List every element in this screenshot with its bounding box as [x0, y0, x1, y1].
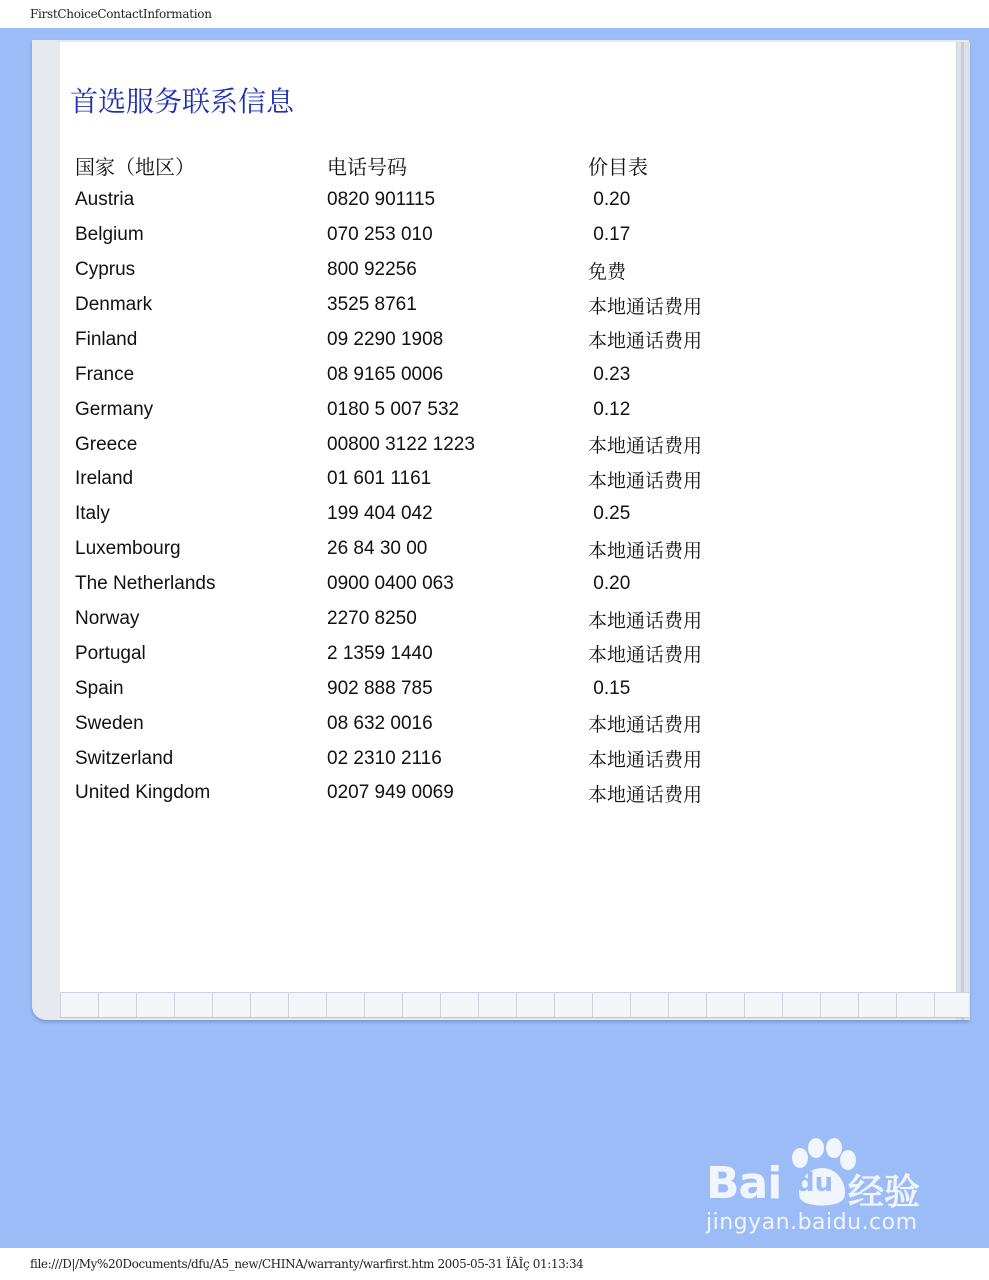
cell-country: Switzerland	[75, 747, 174, 769]
cell-phone: 2 1359 1440	[327, 642, 433, 664]
cell-country: Portugal	[75, 642, 146, 664]
cell-price: 本地通话费用	[588, 296, 703, 318]
browser-print-footer	[0, 1248, 989, 1280]
cell-country: Luxembourg	[75, 538, 181, 560]
cell-country: Norway	[75, 608, 140, 630]
bottom-grid-strip	[60, 992, 969, 1018]
cell-country: Sweden	[75, 712, 144, 734]
cell-price: 本地通话费用	[588, 784, 703, 806]
table-row	[75, 288, 788, 323]
cell-country: Italy	[75, 503, 110, 525]
cell-country: The Netherlands	[75, 573, 216, 595]
cell-phone: 08 9165 0006	[327, 363, 444, 385]
cell-phone: 09 2290 1908	[327, 328, 444, 350]
table-row	[75, 602, 788, 637]
cell-price: 本地通话费用	[588, 610, 703, 632]
cell-phone: 199 404 042	[327, 503, 433, 525]
cell-price: 0.20	[588, 189, 631, 211]
cell-phone: 02 2310 2116	[327, 747, 442, 769]
cell-phone: 2270 8250	[327, 608, 417, 630]
table-row	[75, 636, 788, 671]
cell-country: Germany	[75, 398, 154, 420]
cell-price: 0.25	[588, 503, 631, 525]
cell-phone: 0820 901115	[327, 189, 436, 211]
cell-phone: 800 92256	[327, 259, 417, 281]
table-row	[75, 253, 788, 288]
cell-price: 本地通话费用	[588, 645, 703, 667]
cell-price: 本地通话费用	[588, 331, 703, 353]
watermark-brand-cn: 经验	[848, 1172, 921, 1213]
cell-price: 0.15	[588, 677, 631, 699]
watermark-brand-du: du	[796, 1168, 834, 1198]
cell-phone: 01 601 1161	[327, 468, 432, 490]
table-row	[75, 462, 788, 497]
table-header-row	[75, 148, 788, 183]
cell-price: 0.12	[588, 398, 631, 420]
baidu-jingyan-watermark	[700, 1130, 940, 1240]
cell-country: France	[75, 363, 135, 385]
column-header-country: 国家（地区）	[75, 154, 195, 179]
cell-price: 本地通话费用	[588, 540, 703, 562]
table-row	[75, 706, 788, 741]
cell-country: Cyprus	[75, 259, 136, 281]
cell-price: 免费	[588, 261, 627, 283]
cell-country: Denmark	[75, 294, 153, 315]
table-row	[75, 183, 788, 218]
table-row	[75, 427, 788, 462]
cell-phone: 08 632 0016	[327, 712, 433, 734]
cell-phone: 26 84 30 00	[327, 538, 428, 560]
header-title: FirstChoiceContactInformation	[30, 7, 212, 21]
cell-phone: 902 888 785	[327, 677, 433, 699]
page-title: 首选服务联系信息	[70, 85, 295, 118]
table-row	[75, 532, 788, 567]
watermark-brand: Bai	[706, 1158, 782, 1209]
cell-phone: 0207 949 0069	[327, 782, 454, 804]
cell-country: Austria	[75, 189, 135, 211]
cell-phone: 0900 0400 063	[327, 573, 454, 595]
table-row	[75, 497, 788, 532]
cell-country: Belgium	[75, 224, 144, 246]
cell-phone: 00800 3122 1223	[327, 433, 475, 455]
right-border-bar	[956, 42, 970, 1020]
column-header-phone: 电话号码	[327, 154, 407, 179]
cell-price: 本地通话费用	[588, 715, 703, 737]
table-row	[75, 392, 788, 427]
table-row	[75, 218, 788, 253]
cell-phone: 070 253 010	[327, 224, 433, 246]
table-row	[75, 567, 788, 602]
cell-price: 本地通话费用	[588, 750, 703, 772]
watermark-url: jingyan.baidu.com	[706, 1210, 918, 1235]
contact-table	[75, 148, 788, 811]
table-row	[75, 741, 788, 776]
cell-price: 0.20	[588, 573, 631, 595]
column-header-price: 价目表	[588, 154, 648, 179]
cell-country: United Kingdom	[75, 782, 211, 804]
table-row	[75, 357, 788, 392]
table-row	[75, 776, 788, 811]
table-row	[75, 322, 788, 357]
browser-print-header	[0, 0, 989, 28]
footer-file-path: file:///D|/My%20Documents/dfu/A5_new/CHINA/warranty/warfirst.htm 2005-05-31 ÏÂÎç 01:13:34	[30, 1257, 584, 1271]
cell-country: Spain	[75, 677, 124, 699]
table-row	[75, 671, 788, 706]
cell-price: 0.17	[588, 224, 631, 246]
cell-price: 本地通话费用	[588, 436, 703, 458]
table-body	[75, 183, 788, 811]
cell-price: 0.23	[588, 363, 631, 385]
cell-country: Finland	[75, 328, 138, 350]
cell-country: Greece	[75, 433, 138, 455]
cell-phone: 0180 5 007 532	[327, 398, 460, 420]
cell-country: Ireland	[75, 468, 134, 490]
cell-price: 本地通话费用	[588, 470, 703, 492]
cell-phone: 3525 8761	[327, 294, 417, 315]
